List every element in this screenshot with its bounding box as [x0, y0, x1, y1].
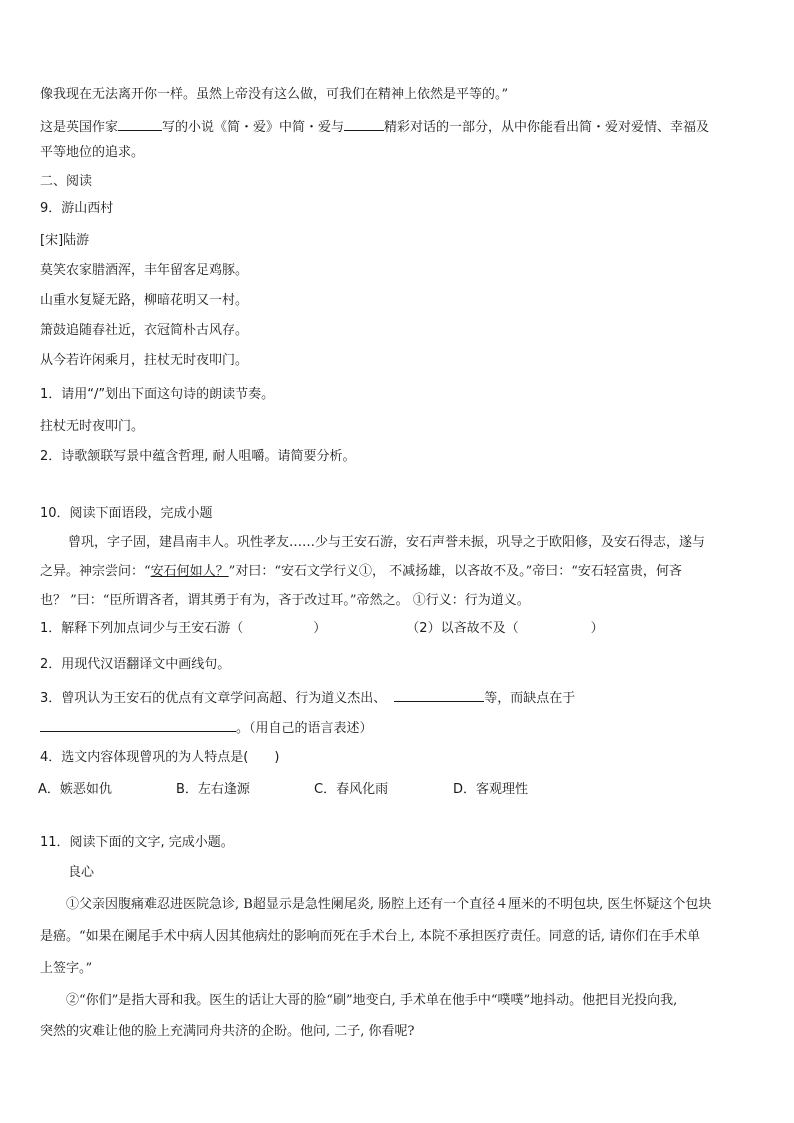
- text-line: 拄杖无时夜叩门。: [40, 419, 145, 434]
- question-title: 11．阅读下面的文字, 完成小题。: [40, 835, 234, 850]
- text-segment: 之异。神宗尝问：“: [40, 564, 151, 579]
- passage-line: ②“你们”是指大哥和我。医生的话让大哥的脸“刷”地变白, 手术单在他手中“噗噗”地抖动。他把目光投向我,: [66, 993, 678, 1008]
- question-title: 9．游山西村: [40, 201, 114, 216]
- text-segment: 等，而缺点在于: [484, 691, 576, 706]
- answer-blank[interactable]: [394, 688, 484, 702]
- text-segment: ）: [590, 621, 604, 636]
- sub-question: 4．选文内容体现曾巩的为人特点是( ): [40, 750, 280, 765]
- sub-question: [40, 688, 575, 708]
- option-d[interactable]: D．客观理性: [453, 782, 529, 797]
- text-segment: ）: [313, 621, 327, 636]
- underlined-sentence: 安石何如人？: [150, 564, 229, 579]
- sub-question: [40, 718, 373, 738]
- poem-line: 从今若许闲乘月，拄杖无时夜叩门。: [40, 353, 249, 368]
- poem-line: 箫鼓追随春社近，衣冠简朴古风存。: [40, 323, 249, 338]
- section-heading: 二、阅读: [40, 174, 93, 189]
- sub-question: 1．请用“/”划出下面这句诗的朗读节奏。: [40, 387, 275, 402]
- answer-blank[interactable]: [118, 117, 162, 131]
- sub-question: [40, 620, 604, 638]
- text-segment: 3．曾巩认为王安石的优点有文章学问高超、行为道义杰出、: [40, 691, 387, 706]
- text-segment: 这是英国作家: [40, 120, 119, 135]
- text-segment: 精彩对话的一部分，从中你能看出简・爱对爱情、幸福及: [384, 120, 710, 135]
- text-line: 平等地位的追求。: [40, 145, 145, 160]
- text-segment: （2）以吝故不及（: [406, 621, 519, 636]
- passage-line: 上签字。”: [40, 961, 93, 976]
- passage-line: ①父亲因腹痛难忍进医院急诊, B超显示是急性阑尾炎, 肠腔上还有一个直径４厘米的不明包块, 医生怀疑这个包块: [66, 897, 712, 912]
- sub-question: 2．诗歌颔联写景中蕴含哲理, 耐人咀嚼。请简要分析。: [40, 449, 356, 464]
- poem-line: 山重水复疑无路，柳暗花明又一村。: [40, 293, 249, 308]
- passage-line: 突然的灾难让他的脸上充满同舟共济的企盼。他问, 二子, 你看呢?: [40, 1024, 415, 1039]
- option-a[interactable]: A．嫉恶如仇: [38, 782, 112, 797]
- passage-subtitle: 良心: [68, 865, 95, 880]
- question-title: 10．阅读下面语段，完成小题: [40, 506, 213, 521]
- option-b[interactable]: B．左右逢源: [176, 782, 250, 797]
- text-line: 像我现在无法离开你一样。虽然上帝没有这么做，可我们在精神上依然是平等的。”: [40, 87, 509, 102]
- poem-author: [宋]陆游: [40, 233, 90, 248]
- text-segment: 。（用自己的语言表述）: [236, 721, 373, 736]
- passage-line: [40, 563, 682, 581]
- question-line: [40, 117, 709, 137]
- passage-line: 曾巩，字子固，建昌南丰人。巩性孝友……少与王安石游，安石声誉未振，巩导之于欧阳修，及安石得志，遂与: [68, 535, 706, 550]
- answer-blank[interactable]: [344, 117, 384, 131]
- poem-line: 莫笑农家腊酒浑，丰年留客足鸡豚。: [40, 263, 249, 278]
- passage-line: 是癌。“如果在阑尾手术中病人因其他病灶的影响而死在手术台上, 本院不承担医疗责任。同意的话, 请你们在手术单: [40, 929, 701, 944]
- option-c[interactable]: C．春风化雨: [314, 782, 389, 797]
- sub-question: 2．用现代汉语翻译文中画线句。: [40, 657, 231, 672]
- text-segment: ”对曰：“安石文学行义①， 不减扬雄，以吝故不及。”帝曰：“安石轻富贵，何吝: [228, 564, 682, 579]
- answer-blank[interactable]: [40, 718, 236, 732]
- passage-line: 也？ ”曰：“臣所谓吝者，谓其勇于有为，吝于改过耳。”帝然之。 ①行义：行为道义。: [40, 593, 530, 608]
- text-segment: 写的小说《简・爱》中简・爱与: [162, 120, 345, 135]
- text-segment: 1．解释下列加点词少与王安石游（: [40, 621, 244, 636]
